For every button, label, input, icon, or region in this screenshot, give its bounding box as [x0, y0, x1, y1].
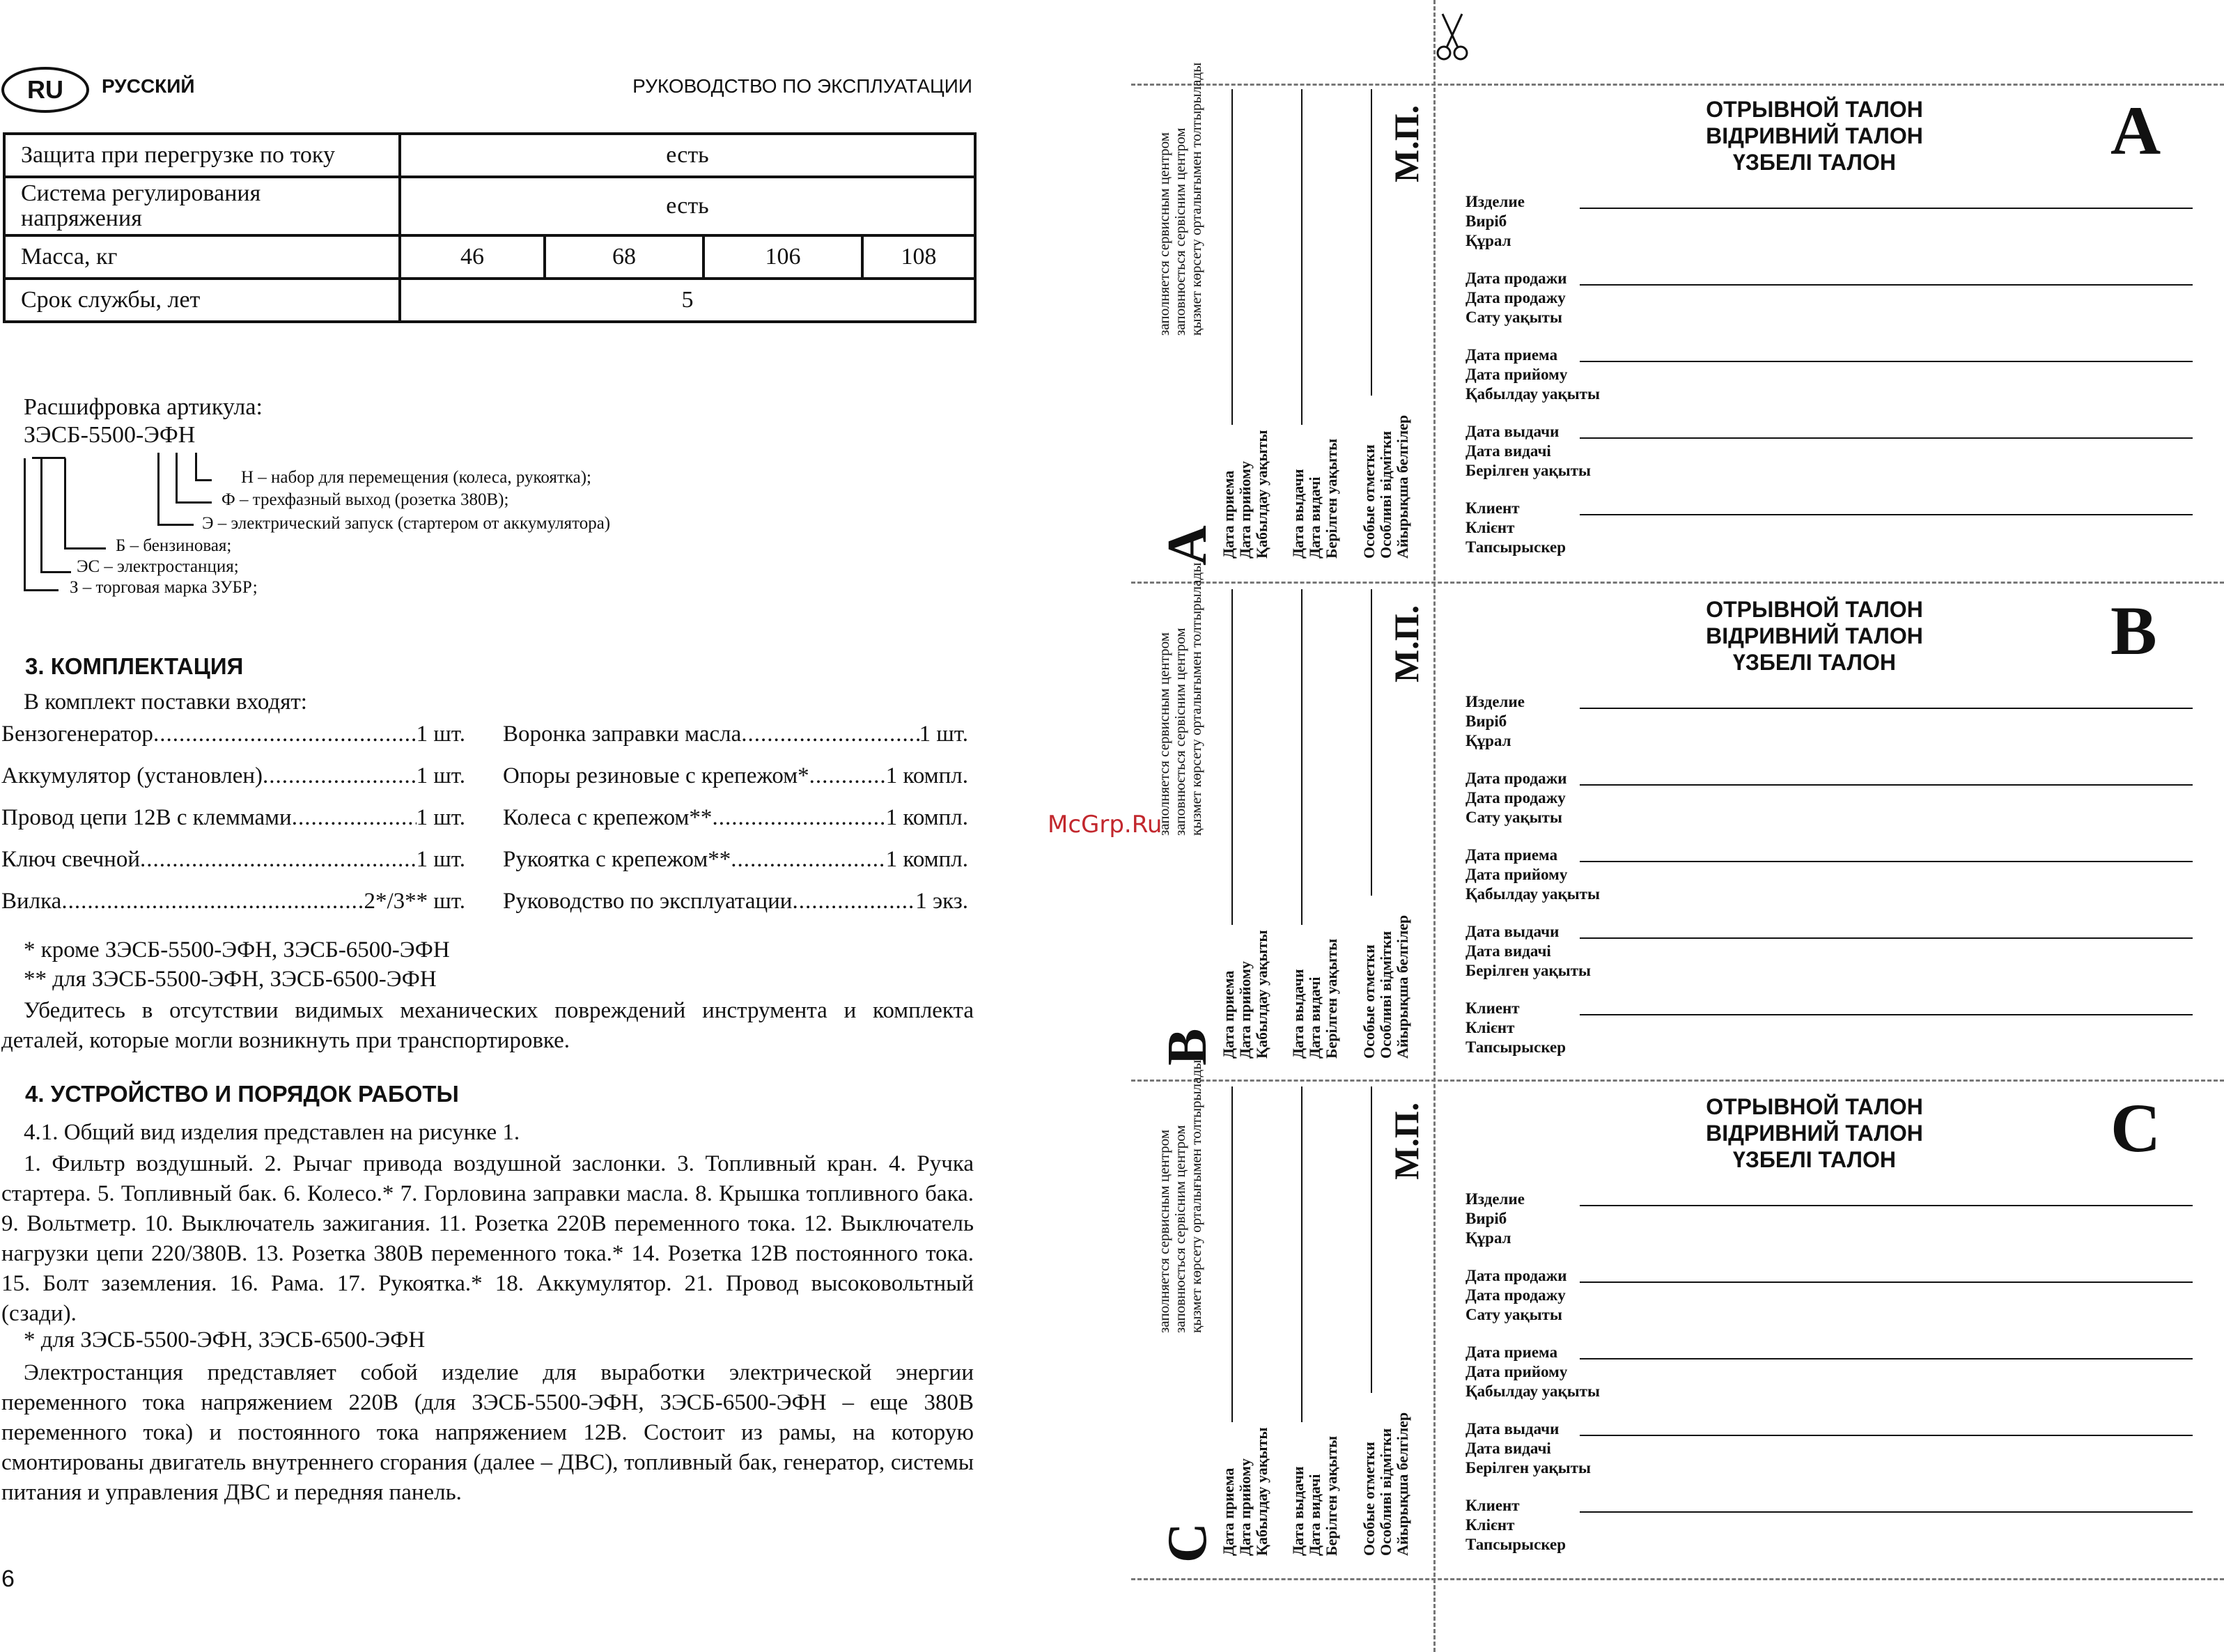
mass-value: 68 — [545, 235, 703, 279]
item-qty: 1 шт. — [416, 805, 465, 830]
voltage-label-line2: напряжения — [21, 205, 142, 231]
description-paragraph: Электростанция представляет собой изделие для выработки электрической энергии переменного тока напряжением 220В (для ЗЭСБ-5500-ЭФН, ЗЭСБ-6500-ЭФН – еще 380В переменного тока) и постоянного тока напряжением 12В. Состоит из рамы, на которую смонтированы двигатель внутреннего сгорания (далее – ДВС), топливный бак, генератор, системы питания и управления ДВС и передняя панель. — [1, 1360, 974, 1505]
stub-receive: Дата приема Дата прийому Қабылдау уақыты — [1220, 430, 1270, 559]
mass-value: 108 — [862, 235, 975, 279]
stub-notes: Особые отметки Особливі відмітки Айырықша белгілер — [1360, 1412, 1411, 1556]
coupon-title-ru: ОТРЫВНОЙ ТАЛОН — [1706, 597, 1923, 622]
stub-line[interactable] — [1371, 589, 1372, 896]
list-item — [1, 805, 465, 831]
item-name: Рукоятка с крепежом** — [503, 847, 731, 872]
field-line[interactable] — [1580, 1014, 2193, 1015]
field-receive-date: Дата приема Дата прийому Қабылдау уақыты — [1465, 1343, 1600, 1400]
voltage-label — [4, 177, 400, 235]
bracket-line — [40, 458, 42, 572]
voltage-value: есть — [400, 177, 975, 235]
stub-line[interactable] — [1231, 589, 1233, 925]
life-value: 5 — [400, 279, 975, 322]
parts-paragraph: 1. Фильтр воздушный. 2. Рычаг привода воздушной заслонки. 3. Топливный кран. 4. Ручка стартера. 5. Топливный бак. 6. Колесо.* 7. Горловина заправки масла. 8. Крышка топливного бака. 9. Вольтметр. 10. Выключатель зажигания. 11. Розетка 220В переменного тока. 12. Выключатель нагрузки цепи 220/380В. 13. Розетка 380В переменного тока.* 14. Розетка 12В постоянного тока. 15. Болт заземления. 16. Рама. 17. Рукоятка.* 18. Аккумулятор. 21. Провод высоковольтный (сзади). — [1, 1151, 974, 1326]
stamp-place: М.П. — [1387, 1102, 1426, 1180]
field-line[interactable] — [1580, 1205, 2193, 1206]
field-line[interactable] — [1580, 1511, 2193, 1513]
bracket-line — [157, 524, 194, 526]
item-qty: 1 шт. — [919, 722, 968, 747]
field-line[interactable] — [1580, 784, 2193, 786]
stub-notes: Особые отметки Особливі відмітки Айырықша белгілер — [1360, 414, 1411, 559]
item-qty: 1 экз. — [915, 889, 968, 914]
item-name: Бензогенератор — [1, 722, 153, 747]
item-name: Колеса с крепежом** — [503, 805, 713, 830]
bracket-line — [24, 458, 26, 591]
stub-letter: B — [1157, 1028, 1218, 1066]
section4-heading: 4. УСТРОЙСТВО И ПОРЯДОК РАБОТЫ — [25, 1081, 459, 1107]
field-client: Клиент Клієнт Тапсырыскер — [1465, 1497, 1566, 1553]
spec-table — [3, 132, 977, 323]
field-issue-date: Дата выдачи Дата видачі Берілген уақыты — [1465, 1420, 1592, 1476]
stub-line[interactable] — [1371, 89, 1372, 396]
field-line[interactable] — [1580, 1435, 2193, 1436]
field-line[interactable] — [1580, 1358, 2193, 1359]
coupon-title-ua: ВІДРИВНИЙ ТАЛОН — [1706, 1121, 1923, 1146]
list-item — [1, 763, 465, 789]
field-line[interactable] — [1580, 437, 2193, 439]
list-item — [503, 763, 968, 789]
coupon-title-ru: ОТРЫВНОЙ ТАЛОН — [1706, 97, 1923, 122]
section3-intro: В комплект поставки входят: — [24, 689, 307, 715]
field-issue-date: Дата выдачи Дата видачі Берілген уақыты — [1465, 923, 1592, 979]
item-qty: 1 компл. — [885, 805, 968, 830]
coupon-title — [1414, 96, 2215, 176]
mass-value: 106 — [703, 235, 862, 279]
bracket-line — [64, 547, 106, 550]
field-sale-date: Дата продажи Дата продажу Сату уақыты — [1465, 770, 1567, 826]
cut-line — [1131, 84, 2224, 86]
item-qty: 2*/3** шт. — [364, 889, 465, 914]
item-name: Провод цепи 12В с клеммами — [1, 805, 292, 830]
coupon-title-ua: ВІДРИВНИЙ ТАЛОН — [1706, 623, 1923, 648]
stub-notes: Особые отметки Особливі відмітки Айырықша белгілер — [1360, 914, 1411, 1059]
item-name: Опоры резиновые с крепежом* — [503, 763, 809, 788]
field-line[interactable] — [1580, 937, 2193, 939]
cut-line — [1131, 582, 2224, 584]
field-product: Изделие Виріб Құрал — [1465, 1190, 1525, 1247]
mass-label: Масса, кг — [4, 235, 400, 279]
stub-receive: Дата приема Дата прийому Қабылдау уақыты — [1220, 1427, 1270, 1556]
stub-line[interactable] — [1301, 1086, 1302, 1422]
decode-item: Б – бензиновая; — [116, 536, 232, 555]
field-sale-date: Дата продажи Дата продажу Сату уақыты — [1465, 270, 1567, 326]
coupon-letter: B — [2110, 592, 2157, 669]
bracket-line — [24, 589, 59, 591]
paragraph: * для ЗЭСБ-5500-ЭФН, ЗЭСБ-6500-ЭФН — [24, 1327, 426, 1353]
decode-item: Э – электрический запуск (стартером от аккумулятора) — [202, 514, 611, 533]
paragraph: 4.1. Общий вид изделия представлен на рисунке 1. — [24, 1120, 520, 1145]
decode-item: З – торговая марка ЗУБР; — [70, 578, 258, 597]
item-qty: 1 компл. — [885, 763, 968, 788]
table-row — [4, 235, 975, 279]
stamp-place: М.П. — [1387, 605, 1426, 683]
page-number: 6 — [1, 1566, 15, 1592]
list-item — [503, 889, 968, 914]
stub-letter: A — [1157, 525, 1218, 566]
stub-line[interactable] — [1231, 89, 1233, 425]
field-line[interactable] — [1580, 208, 2193, 209]
item-name: Ключ свечной — [1, 847, 140, 872]
field-line[interactable] — [1580, 514, 2193, 515]
field-line[interactable] — [1580, 284, 2193, 286]
field-receive-date: Дата приема Дата прийому Қабылдау уақыты — [1465, 346, 1600, 403]
list-item — [1, 722, 465, 747]
coupon-title-kz: ҮЗБЕЛІ ТАЛОН — [1733, 150, 1896, 175]
overload-label: Защита при перегрузке по току — [4, 134, 400, 177]
stub-line[interactable] — [1301, 589, 1302, 925]
decode-title: Расшифровка артикула: — [24, 394, 263, 420]
field-line[interactable] — [1580, 708, 2193, 709]
field-issue-date: Дата выдачи Дата видачі Берілген уақыты — [1465, 423, 1592, 479]
bracket-line — [64, 458, 66, 549]
bracket-line — [157, 453, 160, 525]
coupon-title-kz: ҮЗБЕЛІ ТАЛОН — [1733, 650, 1896, 675]
item-name: Вилка — [1, 889, 62, 914]
field-line[interactable] — [1580, 361, 2193, 362]
cut-line — [1131, 1578, 2224, 1580]
note: * кроме ЗЭСБ-5500-ЭФН, ЗЭСБ-6500-ЭФН — [24, 937, 450, 963]
item-qty: 1 компл. — [885, 847, 968, 872]
stub-issue: Дата выдачи Дата видачі Берілген уақыты — [1289, 938, 1340, 1059]
item-name: Руководство по эксплуатации — [503, 889, 793, 914]
field-client: Клиент Клієнт Тапсырыскер — [1465, 999, 1566, 1056]
bracket-line — [40, 571, 71, 573]
list-item — [503, 805, 968, 831]
list-item — [1, 889, 465, 914]
bracket-line — [176, 453, 178, 503]
item-qty: 1 шт. — [416, 847, 465, 872]
stub-line[interactable] — [1301, 89, 1302, 425]
coupon-title-kz: ҮЗБЕЛІ ТАЛОН — [1733, 1147, 1896, 1172]
list-item — [503, 722, 968, 747]
bracket-line — [176, 501, 212, 504]
stub-service-note: заполняется сервисным центром заповнюється сервісним центром қызмет көрсету орталығымен толтырылады — [1156, 1059, 1204, 1333]
stub-issue: Дата выдачи Дата видачі Берілген уақыты — [1289, 438, 1340, 559]
item-qty: 1 шт. — [416, 722, 465, 747]
manual-title: РУКОВОДСТВО ПО ЭКСПЛУАТАЦИИ — [632, 75, 972, 97]
stamp-place: М.П. — [1387, 104, 1426, 182]
stub-service-note: заполняется сервисным центром заповнюється сервісним центром қызмет көрсету орталығымен толтырылады — [1156, 562, 1204, 836]
decode-code: ЗЭСБ-5500-ЭФН — [24, 422, 196, 448]
decode-item: Н – набор для перемещения (колеса, рукоятка); — [241, 468, 591, 487]
note: ** для ЗЭСБ-5500-ЭФН, ЗЭСБ-6500-ЭФН — [24, 967, 437, 992]
coupon-letter: C — [2110, 1089, 2161, 1167]
bracket-line — [195, 453, 197, 481]
cut-line — [1433, 0, 1436, 1652]
language-badge: RU — [1, 67, 89, 113]
coupon-letter: A — [2110, 92, 2161, 169]
coupon-title-ua: ВІДРИВНИЙ ТАЛОН — [1706, 123, 1923, 148]
coupon-title-ru: ОТРЫВНОЙ ТАЛОН — [1706, 1094, 1923, 1119]
field-product: Изделие Виріб Құрал — [1465, 693, 1525, 749]
list-item — [503, 847, 968, 873]
watermark-text: McGrp.Ru — [1048, 811, 1162, 839]
scissors-icon — [1431, 10, 1473, 65]
field-receive-date: Дата приема Дата прийому Қабылдау уақыты — [1465, 846, 1600, 903]
table-row — [4, 134, 975, 177]
decode-item: Ф – трехфазный выход (розетка 380В); — [221, 490, 509, 509]
decode-item: ЭС – электростанция; — [77, 557, 239, 576]
mass-value: 46 — [400, 235, 545, 279]
coupon-title — [1414, 1093, 2215, 1173]
item-name: Воронка заправки масла — [503, 722, 742, 747]
voltage-label-line1: Система регулирования — [21, 180, 261, 206]
stub-receive: Дата приема Дата прийому Қабылдау уақыты — [1220, 930, 1270, 1059]
stub-line[interactable] — [1371, 1086, 1372, 1393]
field-line[interactable] — [1580, 861, 2193, 862]
bracket-line — [32, 457, 65, 459]
section3-heading: 3. КОМПЛЕКТАЦИЯ — [25, 653, 244, 679]
item-qty: 1 шт. — [416, 763, 465, 788]
field-client: Клиент Клієнт Тапсырыскер — [1465, 499, 1566, 556]
stub-service-note: заполняется сервисным центром заповнюється сервісним центром қызмет көрсету орталығымен толтырылады — [1156, 62, 1204, 336]
coupon-title — [1414, 596, 2215, 676]
life-label: Срок службы, лет — [4, 279, 400, 322]
item-name: Аккумулятор (установлен) — [1, 763, 263, 788]
overload-value: есть — [400, 134, 975, 177]
field-product: Изделие Виріб Құрал — [1465, 193, 1525, 249]
check-paragraph: Убедитесь в отсутствии видимых механических повреждений инструмента и комплекта деталей, которые могли возникнуть при транспортировке. — [1, 998, 974, 1053]
stub-line[interactable] — [1231, 1086, 1233, 1422]
field-sale-date: Дата продажи Дата продажу Сату уақыты — [1465, 1267, 1567, 1323]
table-row — [4, 279, 975, 322]
field-line[interactable] — [1580, 1281, 2193, 1283]
language-name: РУССКИЙ — [102, 75, 195, 97]
stub-issue: Дата выдачи Дата видачі Берілген уақыты — [1289, 1435, 1340, 1556]
stub-letter: C — [1157, 1522, 1218, 1563]
list-item — [1, 847, 465, 873]
bracket-line — [195, 479, 212, 481]
table-row — [4, 177, 975, 235]
cut-line — [1131, 1080, 2224, 1082]
